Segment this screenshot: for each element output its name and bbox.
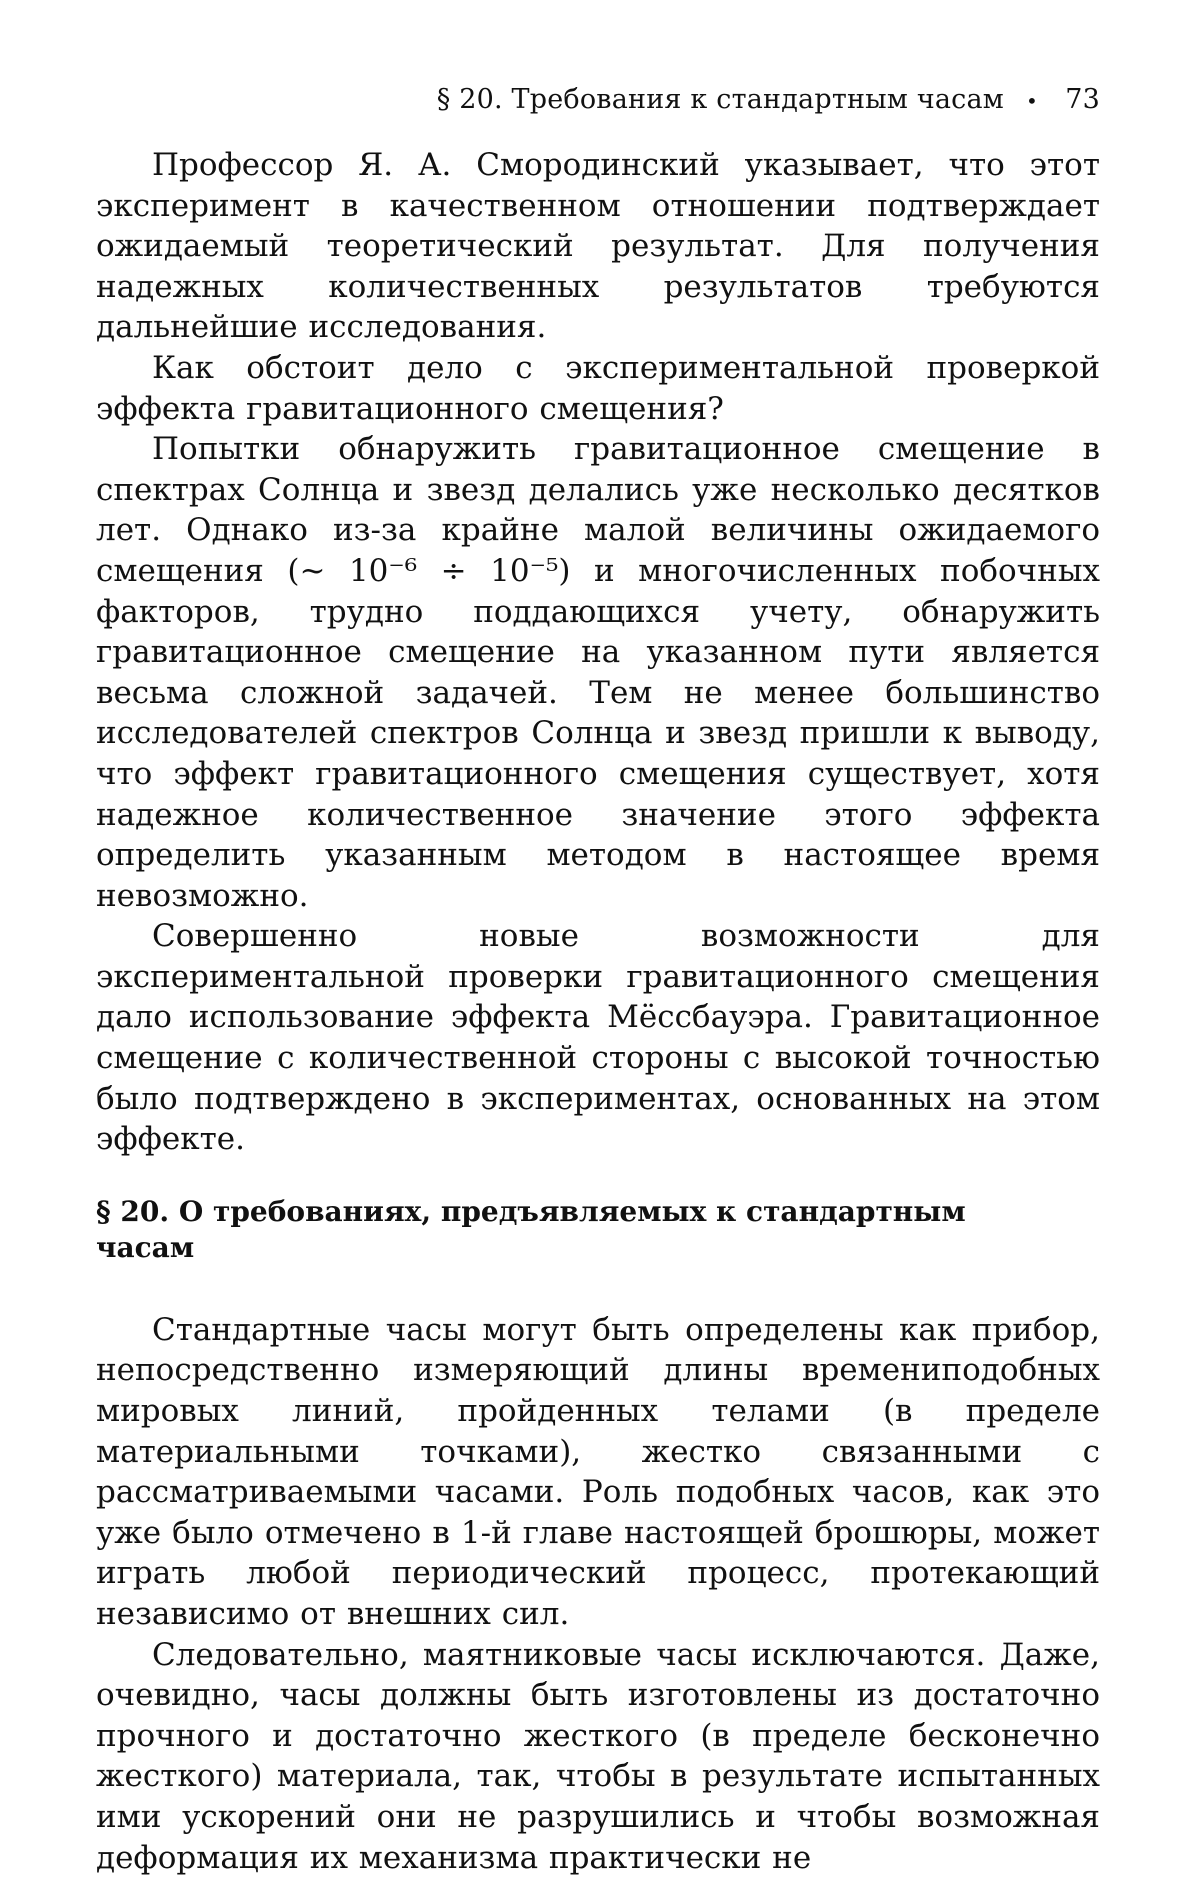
paragraph: Попытки обнаружить гравитационное смещение в спектрах Солнца и звезд делались уже несколько десятков лет. Однако из-за крайне малой величины ожидаемого смещения (~ 10⁻⁶ ÷ 10⁻⁵) и многочисленных побочных факторов, трудно поддающихся учету, обнаружить гравитационное смещение на указанном пути является весьма сложной задачей. Тем не менее большинство исследователей спектров Солнца и звезд пришли к выводу, что эффект гравитационного смещения существует, хотя надежное количественное значение этого эффекта определить указанным методом в настоящее время невозможно. bbox=[96, 431, 1100, 914]
running-header-title: § 20. Требования к стандартным часам bbox=[436, 84, 1004, 115]
paragraph: Следовательно, маятниковые часы исключаются. Даже, очевидно, часы должны быть изготовлены из достаточно прочного и достаточно жесткого (в пределе бесконечно жесткого) материала, так, чтобы в результате испытанных ими ускорений они не разрушились и чтобы возможная деформация их механизма практически не bbox=[96, 1636, 1100, 1876]
paragraph: Как обстоит дело с экспериментальной проверкой эффекта гравитационного смещения? bbox=[96, 349, 1100, 427]
header-separator: • bbox=[1026, 89, 1038, 113]
section-heading: § 20. О требованиях, предъявляемых к стандартным часам bbox=[96, 1194, 966, 1264]
paragraph: Совершенно новые возможности для экспериментальной проверки гравитационного смещения дало использование эффекта Мёссбауэра. Гравитационное смещение с количественной стороны с высокой точностью было подтверждено в экспериментах, основанных на этом эффекте. bbox=[96, 918, 1100, 1158]
paragraph: Профессор Я. А. Смородинский указывает, что этот эксперимент в качественном отношении подтверждает ожидаемый теоретический результат. Для получения надежных количественных результатов требуются дальнейшие исследования. bbox=[96, 147, 1100, 346]
book-page bbox=[96, 84, 1100, 1878]
running-header bbox=[96, 84, 1100, 115]
page-number: 73 bbox=[1065, 84, 1100, 115]
paragraph: Стандартные часы могут быть определены как прибор, непосредственно измеряющий длины времениподобных мировых линий, пройденных телами (в пределе материальными точками), жестко связанными с рассматриваемыми часами. Роль подобных часов, как это уже было отмечено в 1-й главе настоящей брошюры, может играть любой периодический процесс, протекающий независимо от внешних сил. bbox=[96, 1311, 1100, 1632]
